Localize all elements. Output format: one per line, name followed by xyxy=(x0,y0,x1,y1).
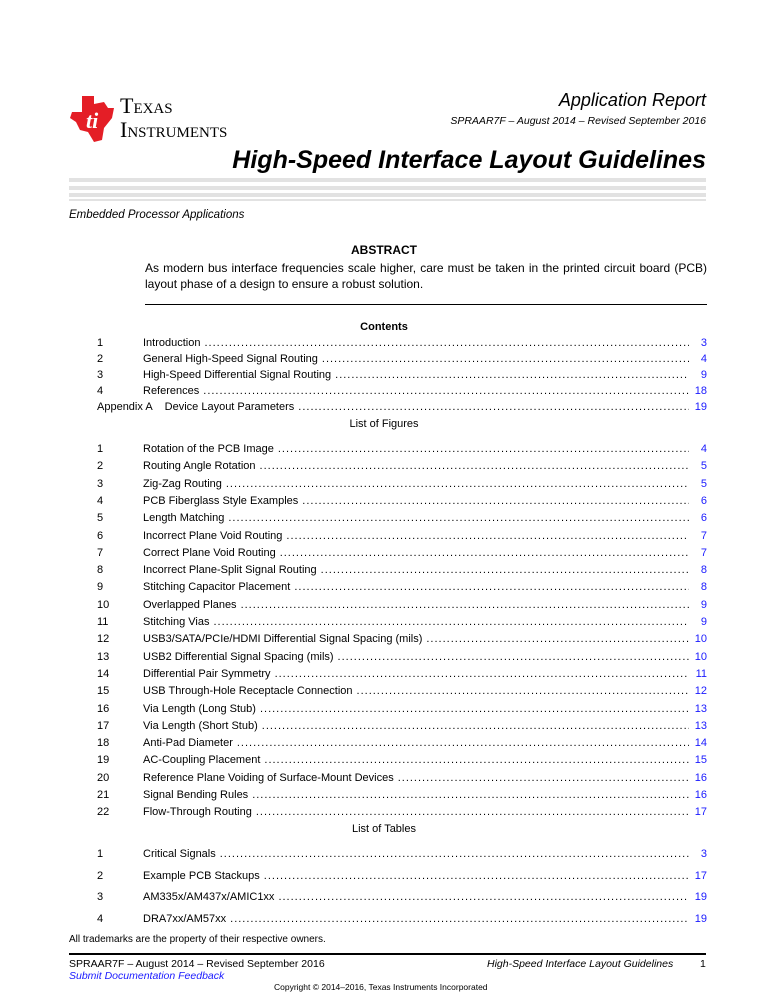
figure-entry-label[interactable]: Via Length (Short Stub) xyxy=(143,719,258,732)
figure-entry[interactable] xyxy=(97,459,707,473)
figure-entry-label[interactable]: Incorrect Plane Void Routing xyxy=(143,529,283,542)
contents-entry-page-link[interactable]: 18 xyxy=(694,385,707,397)
dot-leader xyxy=(260,702,689,716)
dot-leader xyxy=(286,529,689,543)
contents-entry-label[interactable]: High-Speed Differential Signal Routing xyxy=(143,369,332,381)
table-entry-label[interactable]: AM335x/AM437x/AMIC1xx xyxy=(143,891,275,903)
figure-entry-number: 11 xyxy=(97,616,109,628)
ti-logo-icon xyxy=(68,94,118,144)
table-entry[interactable] xyxy=(97,869,707,883)
svg-text:ti: ti xyxy=(86,108,99,133)
dot-leader xyxy=(260,459,689,473)
figure-entry-page-link[interactable]: 13 xyxy=(694,719,707,732)
figure-entry[interactable] xyxy=(97,684,707,698)
dot-leader xyxy=(237,736,689,750)
ti-logo xyxy=(68,93,228,149)
figure-entry-label[interactable]: Flow-Through Routing xyxy=(143,806,252,819)
dot-leader xyxy=(213,615,689,629)
dot-leader xyxy=(241,598,689,612)
dot-leader xyxy=(357,684,689,698)
table-entry-number: 3 xyxy=(97,891,104,903)
dot-leader xyxy=(262,719,689,733)
figure-entry-page-link[interactable]: 8 xyxy=(700,564,707,577)
figure-entry-number: 16 xyxy=(97,702,110,715)
figure-entry-number: 12 xyxy=(97,633,110,646)
figure-entry-page-link[interactable]: 9 xyxy=(700,616,707,628)
table-entry-label[interactable]: DRA7xx/AM57xx xyxy=(143,912,227,925)
dot-leader xyxy=(294,580,689,594)
figure-entry-number: 9 xyxy=(97,581,104,594)
figure-entry-page-link[interactable]: 11 xyxy=(695,667,707,680)
figure-entry[interactable] xyxy=(97,702,707,716)
figure-entry-page-link[interactable]: 7 xyxy=(700,546,707,559)
figure-entry-page-link[interactable]: 13 xyxy=(694,702,707,715)
figure-entry[interactable] xyxy=(97,719,707,733)
dot-leader xyxy=(278,890,689,904)
subtitle: Embedded Processor Applications xyxy=(69,209,245,221)
page-title: High-Speed Interface Layout Guidelines xyxy=(232,146,706,174)
dot-leader xyxy=(426,632,689,646)
table-entry[interactable] xyxy=(97,847,707,861)
figure-entry-page-link[interactable]: 10 xyxy=(694,633,707,646)
figure-entry-number: 20 xyxy=(97,771,110,784)
figure-entry-label[interactable]: PCB Fiberglass Style Examples xyxy=(143,494,299,507)
figure-entry-label[interactable]: Anti-Pad Diameter xyxy=(143,737,233,750)
table-entry-page-link[interactable]: 19 xyxy=(694,912,707,925)
trademarks-note: All trademarks are the property of their respective owners. xyxy=(69,934,326,945)
figure-entry[interactable] xyxy=(97,788,707,802)
contents-entry-page-link[interactable]: 9 xyxy=(700,369,707,381)
dot-leader xyxy=(228,511,689,525)
figure-entry-number: 21 xyxy=(97,789,110,801)
figure-entry-number: 15 xyxy=(97,685,110,698)
dot-leader xyxy=(298,400,689,414)
contents-entry[interactable] xyxy=(97,368,707,382)
figure-entry-number: 3 xyxy=(97,477,104,490)
figure-entry[interactable] xyxy=(97,667,707,681)
figure-entry-page-link[interactable]: 10 xyxy=(694,650,707,663)
figure-entry-number: 6 xyxy=(97,529,104,542)
figure-entry[interactable] xyxy=(97,563,707,577)
figure-entry-page-link[interactable]: 6 xyxy=(700,512,707,525)
figure-entry-number: 10 xyxy=(97,598,110,611)
table-entry-number: 2 xyxy=(97,869,104,882)
contents-entry[interactable] xyxy=(97,384,707,398)
figure-entry-label[interactable]: Correct Plane Void Routing xyxy=(143,546,276,559)
figure-entry[interactable] xyxy=(97,529,707,543)
figure-entry[interactable] xyxy=(97,494,707,508)
table-entry[interactable] xyxy=(97,890,707,904)
figure-entry-page-link[interactable]: 9 xyxy=(700,598,707,611)
dot-leader xyxy=(302,494,689,508)
contents-entry[interactable] xyxy=(97,336,707,350)
figure-entry-label[interactable]: Zig-Zag Routing xyxy=(143,477,222,490)
figure-entry[interactable] xyxy=(97,442,707,456)
figure-entry-number: 1 xyxy=(97,443,104,455)
doc-id: SPRAAR7F – August 2014 – Revised September 2016 xyxy=(450,115,706,127)
dot-leader xyxy=(280,546,689,560)
figure-entry-label[interactable]: Stitching Vias xyxy=(143,616,210,628)
figure-entry-label[interactable]: Via Length (Long Stub) xyxy=(143,702,256,715)
contents-entry-label[interactable]: Introduction xyxy=(143,337,201,349)
abstract-divider xyxy=(145,304,707,305)
dot-leader xyxy=(204,336,689,350)
contents-entry-label[interactable]: Device Layout Parameters xyxy=(164,401,295,413)
dot-leader xyxy=(398,771,689,785)
figure-entry-label[interactable]: Overlapped Planes xyxy=(143,598,237,611)
figure-entry[interactable] xyxy=(97,598,707,612)
dot-leader xyxy=(264,869,689,883)
figure-entry-number: 5 xyxy=(97,512,104,525)
figure-entry[interactable] xyxy=(97,511,707,525)
contents-entry-page-link[interactable]: 4 xyxy=(700,353,707,365)
figure-entry-page-link[interactable]: 4 xyxy=(700,443,707,455)
contents-entry[interactable] xyxy=(97,352,707,366)
contents-entry-number: 2 xyxy=(97,353,104,365)
contents-entry-number: 4 xyxy=(97,385,104,397)
submit-feedback-link[interactable]: Submit Documentation Feedback xyxy=(69,970,225,982)
dot-leader xyxy=(230,912,689,926)
figure-entry-number: 14 xyxy=(97,667,110,680)
figure-entry-number: 19 xyxy=(97,754,110,767)
figure-entry-page-link[interactable]: 16 xyxy=(694,789,707,801)
figure-entry-page-link[interactable]: 15 xyxy=(694,754,707,767)
figure-entry[interactable] xyxy=(97,805,707,819)
figure-entry-page-link[interactable]: 8 xyxy=(700,581,707,594)
dot-leader xyxy=(278,442,689,456)
figure-entry[interactable] xyxy=(97,650,707,664)
figure-entry[interactable] xyxy=(97,546,707,560)
footer-page-number: 1 xyxy=(700,958,706,970)
dot-leader xyxy=(335,368,689,382)
contents-entry-number: 3 xyxy=(97,369,104,381)
logo-text-texas: Texas xyxy=(120,93,173,118)
figure-entry-page-link[interactable]: 12 xyxy=(694,685,707,698)
table-entry-label[interactable]: Example PCB Stackups xyxy=(143,869,260,882)
figure-entry-number: 17 xyxy=(97,719,110,732)
dot-leader xyxy=(203,384,689,398)
footer-doc-id: SPRAAR7F – August 2014 – Revised September 2016 xyxy=(69,958,325,970)
footer-doc-title: High-Speed Interface Layout Guidelines xyxy=(487,958,674,970)
figure-entry[interactable] xyxy=(97,771,707,785)
dot-leader xyxy=(220,847,689,861)
figure-entry-number: 13 xyxy=(97,650,110,663)
contents-entry-number: 1 xyxy=(97,337,104,349)
figure-entry-number: 2 xyxy=(97,460,104,473)
figure-entry-number: 8 xyxy=(97,564,104,577)
table-entry-label[interactable]: Critical Signals xyxy=(143,848,216,860)
logo-text-instruments: Instruments xyxy=(120,117,228,142)
tables-heading: List of Tables xyxy=(351,823,416,835)
dot-leader xyxy=(275,667,689,681)
figure-entry-page-link[interactable]: 5 xyxy=(700,477,707,490)
dot-leader xyxy=(264,753,689,767)
contents-entry-page-link[interactable]: 3 xyxy=(700,337,707,349)
table-entry-page-link[interactable]: 17 xyxy=(694,869,707,882)
figure-entry-label[interactable]: Routing Angle Rotation xyxy=(143,460,256,473)
figure-entry-label[interactable]: Incorrect Plane-Split Signal Routing xyxy=(143,564,317,577)
figure-entry-page-link[interactable]: 5 xyxy=(700,460,707,473)
table-entry-page-link[interactable]: 19 xyxy=(694,891,707,903)
table-entry-number: 1 xyxy=(97,848,104,860)
figure-entry-label[interactable]: Signal Bending Rules xyxy=(143,789,249,801)
figure-entry-label[interactable]: USB Through-Hole Receptacle Connection xyxy=(143,685,353,698)
dot-leader xyxy=(338,650,689,664)
abstract-text: As modern bus interface frequencies scale higher, care must be taken in the printed circuit board (PCB) layout phase of a design to ensure a robust solution. xyxy=(145,261,707,291)
table-entry-number: 4 xyxy=(97,912,104,925)
report-type: Application Report xyxy=(558,90,706,110)
figure-entry-label[interactable]: USB2 Differential Signal Spacing (mils) xyxy=(143,650,334,663)
figure-entry[interactable] xyxy=(97,615,707,629)
contents-entry-label[interactable]: References xyxy=(143,385,200,397)
contents-entry-number: Appendix A xyxy=(97,401,153,413)
figure-entry-number: 7 xyxy=(97,546,104,559)
figure-entry-number: 22 xyxy=(97,806,110,819)
footer-rule xyxy=(69,953,706,955)
figure-entry[interactable] xyxy=(97,736,707,750)
dot-leader xyxy=(252,788,689,802)
figure-entry-page-link[interactable]: 6 xyxy=(700,494,707,507)
figure-entry-label[interactable]: Length Matching xyxy=(143,512,225,525)
figure-entry-label[interactable]: Rotation of the PCB Image xyxy=(143,443,274,455)
dot-leader xyxy=(256,805,689,819)
figure-entry[interactable] xyxy=(97,753,707,767)
contents-heading: Contents xyxy=(360,321,408,333)
figure-entry-label[interactable]: AC-Coupling Placement xyxy=(143,754,261,767)
figures-heading: List of Figures xyxy=(349,418,419,430)
figure-entry-number: 4 xyxy=(97,494,104,507)
abstract-heading: ABSTRACT xyxy=(351,243,417,257)
contents-entry[interactable] xyxy=(97,400,707,414)
figure-entry-label[interactable]: USB3/SATA/PCIe/HDMI Differential Signal Spacing (mils) xyxy=(143,633,423,646)
figure-entry-page-link[interactable]: 17 xyxy=(694,806,707,819)
figure-entry[interactable] xyxy=(97,477,707,491)
dot-leader xyxy=(322,352,689,366)
contents-entry-page-link[interactable]: 19 xyxy=(694,401,707,413)
contents-entry-label[interactable]: General High-Speed Signal Routing xyxy=(143,353,318,365)
figure-entry-page-link[interactable]: 14 xyxy=(694,737,707,750)
figure-entry-label[interactable]: Stitching Capacitor Placement xyxy=(143,581,291,594)
figure-entry[interactable] xyxy=(97,580,707,594)
figure-entry[interactable] xyxy=(97,632,707,646)
dot-leader xyxy=(226,477,689,491)
table-entry[interactable] xyxy=(97,912,707,926)
figure-entry-number: 18 xyxy=(97,737,110,750)
figure-entry-label[interactable]: Reference Plane Voiding of Surface-Mount Devices xyxy=(143,771,394,784)
copyright: Copyright © 2014–2016, Texas Instruments Incorporated xyxy=(274,982,488,992)
figure-entry-page-link[interactable]: 16 xyxy=(694,771,707,784)
figure-entry-page-link[interactable]: 7 xyxy=(700,529,707,542)
table-entry-page-link[interactable]: 3 xyxy=(700,848,707,860)
figure-entry-label[interactable]: Differential Pair Symmetry xyxy=(143,667,271,680)
dot-leader xyxy=(321,563,689,577)
